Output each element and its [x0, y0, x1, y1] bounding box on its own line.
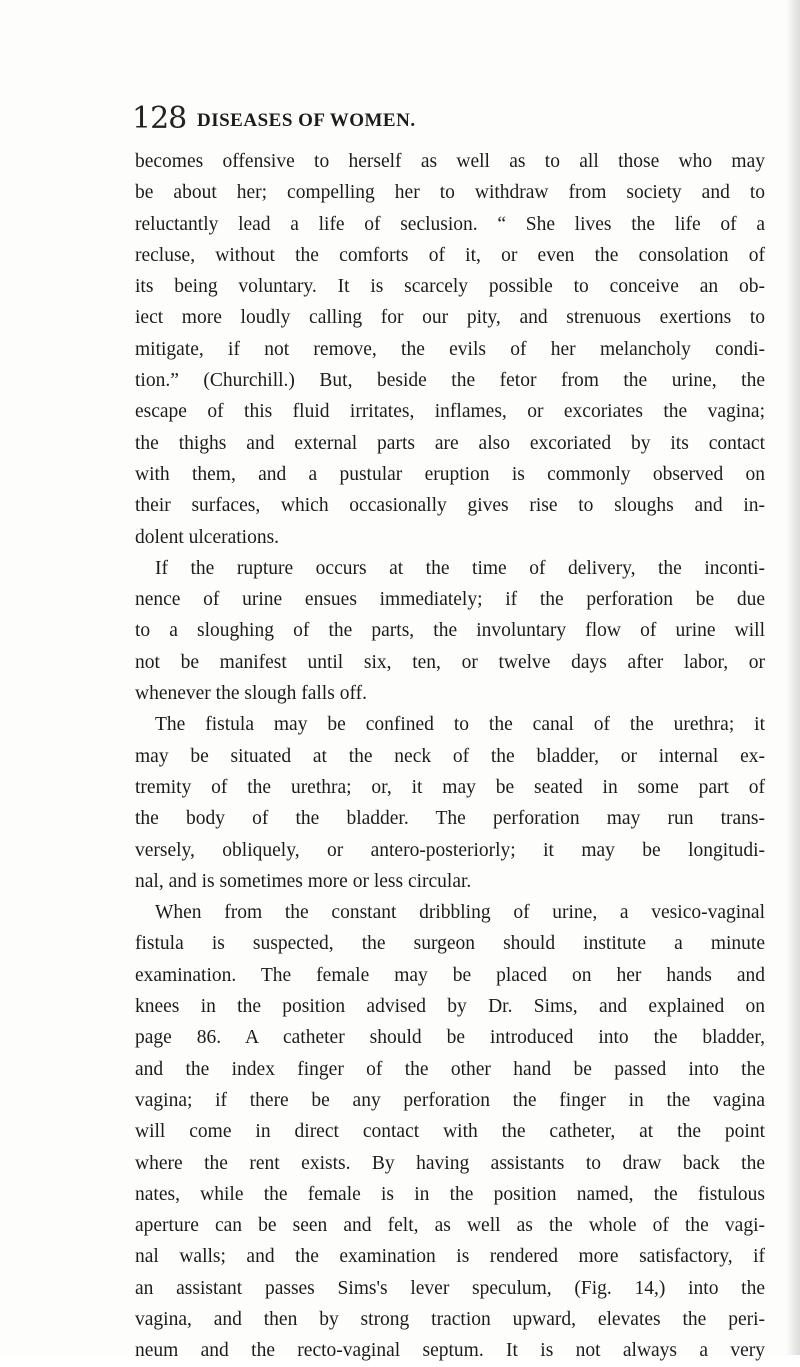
page-header: [132, 96, 692, 142]
text-line: versely, obliquely, or antero-posteriorly; it may be longitudi-: [135, 839, 765, 861]
text-line: When from the constant dribbling of urine, a vesico-vaginal: [155, 902, 765, 924]
text-line: aperture can be seen and felt, as well as the whole of the vagi-: [135, 1215, 765, 1237]
page-number: 128: [132, 101, 187, 136]
text-line: tion.” (Churchill.) But, beside the fetor from the urine, the: [135, 370, 765, 392]
text-line: becomes offensive to herself as well as to all those who may: [135, 151, 765, 172]
text-line: tremity of the urethra; or, it may be seated in some part of: [135, 776, 765, 798]
text-line: the body of the bladder. The perforation may run trans-: [135, 808, 765, 830]
text-line: recluse, without the comforts of it, or even the consolation of: [135, 244, 765, 266]
body-text: [135, 146, 765, 1367]
text-line: and the index finger of the other hand be passed into the: [135, 1058, 765, 1080]
text-line: be about her; compelling her to withdraw from society and to: [135, 182, 765, 204]
text-line: If the rupture occurs at the time of delivery, the inconti-: [155, 557, 765, 579]
text-line: where the rent exists. By having assistants to draw back the: [135, 1152, 765, 1174]
text-line: whenever the slough falls off.: [135, 683, 367, 705]
text-line: to a sloughing of the parts, the involuntary flow of urine will: [135, 620, 765, 642]
text-line: the thighs and external parts are also excoriated by its contact: [135, 432, 765, 454]
text-line: with them, and a pustular eruption is commonly observed on: [135, 463, 765, 485]
page-edge-shadow: [786, 0, 800, 1355]
text-line: knees in the position advised by Dr. Sims, and explained on: [135, 996, 765, 1018]
text-line: their surfaces, which occasionally gives rise to sloughs and in-: [135, 495, 765, 517]
text-line: nal, and is sometimes more or less circular.: [135, 870, 472, 892]
text-line: mitigate, if not remove, the evils of her melancholy condi-: [135, 338, 765, 360]
text-line: page 86. A catheter should be introduced into the bladder,: [135, 1027, 765, 1049]
text-line: may be situated at the neck of the bladder, or internal ex-: [135, 745, 765, 767]
text-line: an assistant passes Sims's lever speculum, (Fig. 14,) into the: [135, 1277, 765, 1299]
text-line: will come in direct contact with the catheter, at the point: [135, 1121, 765, 1143]
text-line: its being voluntary. It is scarcely possible to conceive an ob-: [135, 276, 765, 298]
text-line: nal walls; and the examination is rendered more satisfactory, if: [135, 1246, 765, 1268]
text-line: reluctantly lead a life of seclusion. “ She lives the life of a: [135, 213, 765, 235]
text-line: nence of urine ensues immediately; if the perforation be due: [135, 589, 765, 611]
text-line: not be manifest until six, ten, or twelve days after labor, or: [135, 651, 765, 673]
text-line: vagina, and then by strong traction upward, elevates the peri-: [135, 1308, 765, 1330]
text-line: iect more loudly calling for our pity, and strenuous exertions to: [135, 307, 765, 329]
text-line: The fistula may be confined to the canal of the urethra; it: [155, 714, 765, 736]
running-head: DISEASES OF WOMEN.: [197, 110, 416, 131]
text-line: nates, while the female is in the position named, the fistulous: [135, 1183, 765, 1205]
text-line: dolent ulcerations.: [135, 526, 280, 548]
text-line: vagina; if there be any perforation the finger in the vagina: [135, 1089, 765, 1111]
text-line: examination. The female may be placed on her hands and: [135, 964, 765, 986]
text-line: neum and the recto-vaginal septum. It is not always a very: [135, 1340, 765, 1362]
text-line: escape of this fluid irritates, inflames, or excoriates the vagina;: [135, 401, 765, 423]
text-line: fistula is suspected, the surgeon should institute a minute: [135, 933, 765, 955]
